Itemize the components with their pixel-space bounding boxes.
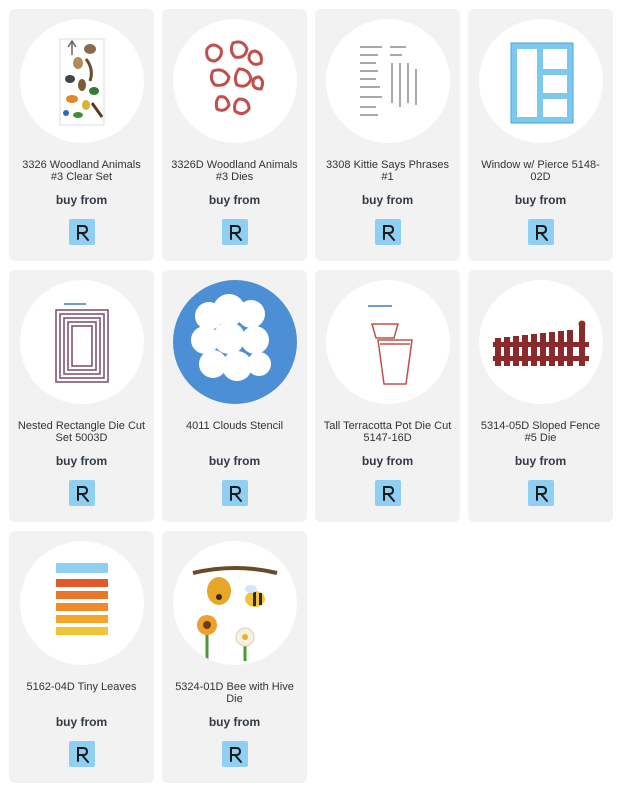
window-die-image — [479, 19, 603, 143]
clouds-stencil-image — [173, 280, 297, 404]
product-image[interactable] — [479, 280, 603, 404]
product-title[interactable]: 3326 Woodland Animals #3 Clear Set — [22, 159, 141, 183]
rubbernecker-logo-icon[interactable] — [222, 480, 248, 506]
product-card[interactable] — [315, 9, 460, 261]
product-image[interactable] — [20, 19, 144, 143]
buy-from-label: buy from — [361, 454, 414, 468]
product-image[interactable] — [173, 19, 297, 143]
rubbernecker-logo-icon[interactable] — [528, 480, 554, 506]
buy-from-label: buy from — [208, 454, 261, 468]
tiny-leaves-image — [20, 541, 144, 665]
product-image[interactable] — [173, 280, 297, 404]
product-image[interactable] — [326, 280, 450, 404]
product-card[interactable] — [9, 531, 154, 783]
product-card[interactable] — [162, 531, 307, 783]
product-card[interactable] — [468, 9, 613, 261]
buy-from-label: buy from — [55, 454, 108, 468]
product-image[interactable] — [479, 19, 603, 143]
buy-from-label: buy from — [361, 193, 414, 207]
product-image[interactable] — [326, 19, 450, 143]
phrases-stamps-image — [326, 19, 450, 143]
sloped-fence-image — [479, 280, 603, 404]
product-image[interactable] — [173, 541, 297, 665]
product-card[interactable] — [162, 9, 307, 261]
woodland-dies-image — [173, 19, 297, 143]
rubbernecker-logo-icon[interactable] — [375, 219, 401, 245]
rubbernecker-logo-icon[interactable] — [69, 741, 95, 767]
rubbernecker-logo-icon[interactable] — [222, 219, 248, 245]
bee-hive-image — [173, 541, 297, 665]
product-title[interactable]: 4011 Clouds Stencil — [185, 420, 284, 432]
rubbernecker-logo-icon[interactable] — [375, 480, 401, 506]
product-title[interactable]: Window w/ Pierce 5148-02D — [481, 159, 600, 183]
rubbernecker-logo-icon[interactable] — [69, 480, 95, 506]
product-title[interactable]: 5314-05D Sloped Fence #5 Die — [480, 420, 601, 444]
buy-from-label: buy from — [208, 193, 261, 207]
product-title[interactable]: 3326D Woodland Animals #3 Dies — [171, 159, 298, 183]
rubbernecker-logo-icon[interactable] — [69, 219, 95, 245]
product-image[interactable] — [20, 541, 144, 665]
product-card[interactable] — [468, 270, 613, 522]
product-image[interactable] — [20, 280, 144, 404]
product-title[interactable]: 5162-04D Tiny Leaves — [26, 681, 137, 693]
buy-from-label: buy from — [55, 715, 108, 729]
product-title[interactable]: Nested Rectangle Die Cut Set 5003D — [17, 420, 146, 444]
product-card[interactable] — [9, 270, 154, 522]
terracotta-pot-image — [326, 280, 450, 404]
product-title[interactable]: Tall Terracotta Pot Die Cut 5147-16D — [323, 420, 452, 444]
product-card[interactable] — [162, 270, 307, 522]
product-title[interactable]: 3308 Kittie Says Phrases #1 — [326, 159, 449, 183]
buy-from-label: buy from — [55, 193, 108, 207]
product-title[interactable]: 5324-01D Bee with Hive Die — [175, 681, 294, 705]
woodland-stamps-image — [20, 19, 144, 143]
rubbernecker-logo-icon[interactable] — [222, 741, 248, 767]
buy-from-label: buy from — [514, 193, 567, 207]
buy-from-label: buy from — [514, 454, 567, 468]
rubbernecker-logo-icon[interactable] — [528, 219, 554, 245]
nested-rectangles-image — [20, 280, 144, 404]
product-card[interactable] — [9, 9, 154, 261]
buy-from-label: buy from — [208, 715, 261, 729]
product-card[interactable] — [315, 270, 460, 522]
